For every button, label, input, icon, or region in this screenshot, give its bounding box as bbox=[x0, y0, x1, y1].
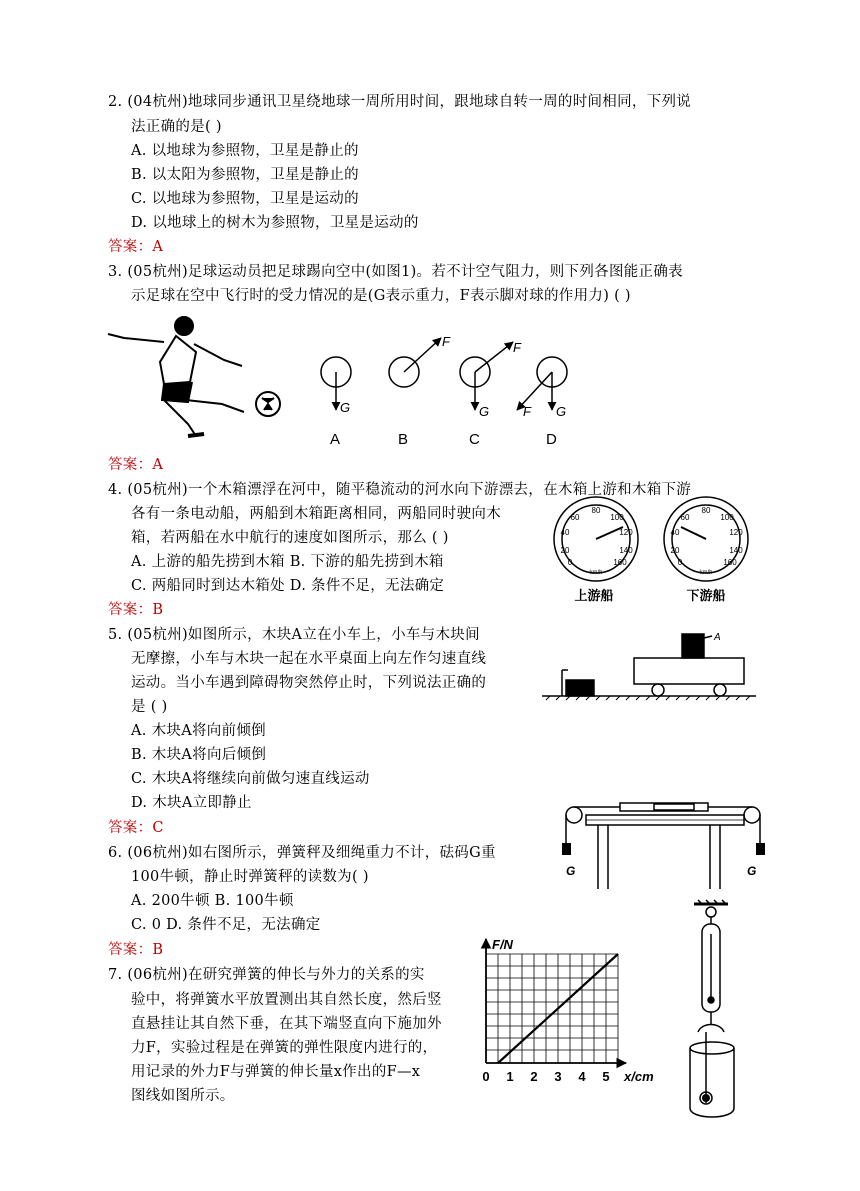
q7-stem-line4: 力F，实验过程是在弹簧的弹性限度内进行的， bbox=[131, 1040, 438, 1056]
option-label-c: C bbox=[469, 431, 480, 448]
q2-option-b: B. 以太阳为参照物，卫星是静止的 bbox=[131, 167, 359, 183]
q4-stem-line2: 各有一条电动船，两船到木箱距离相同，两船同时驶向木 bbox=[131, 506, 501, 522]
q5-stem-line2: 无摩擦，小车与木块一起在水平桌面上向左作匀速直线 bbox=[131, 651, 487, 667]
q4-stem-line3: 箱，若两船在水中航行的速度如图所示，那么 ( ) bbox=[131, 530, 449, 546]
gauge1-tick-0: 0 bbox=[567, 558, 573, 567]
q5-option-d: D. 木块A立即静止 bbox=[131, 795, 252, 811]
q5-answer: 答案：C bbox=[108, 820, 164, 836]
q4-answer: 答案：B bbox=[108, 602, 164, 618]
gauge1-tick-140: 140 bbox=[619, 546, 633, 555]
gauge1-tick-100: 100 bbox=[610, 513, 624, 522]
graph-x-tick-4: 4 bbox=[578, 1069, 586, 1084]
label-g-d: G bbox=[556, 404, 567, 419]
graph-x-tick-1: 1 bbox=[506, 1069, 514, 1084]
label-f-b: F bbox=[442, 334, 450, 349]
q6-options-ab: A. 200牛顿 B. 100牛顿 bbox=[131, 893, 294, 909]
q3-stem-line1: 3. (05杭州)足球运动员把足球踢向空中(如图1)。若不计空气阻力，则下列各图能正确表 bbox=[108, 264, 683, 280]
q4-stem-line1: 4. (05杭州)一个木箱漂浮在河中，随平稳流动的河水向下游漂去，在木箱上游和木箱下游 bbox=[108, 482, 692, 498]
option-label-b: B bbox=[398, 431, 409, 448]
force-diagrams bbox=[315, 330, 595, 450]
gauge1-tick-20: 20 bbox=[560, 546, 570, 555]
gauge2-tick-60: 60 bbox=[680, 513, 690, 522]
gauge2-tick-100: 100 bbox=[720, 513, 734, 522]
q2-option-a: A. 以地球为参照物，卫星是静止的 bbox=[131, 143, 359, 159]
hanging-spring-scale-figure bbox=[676, 898, 756, 1118]
q5-stem-line1: 5. (05杭州)如图所示，木块A立在小车上，小车与木块间 bbox=[108, 627, 480, 643]
label-g-c: G bbox=[479, 404, 490, 419]
gauge-upstream-label: 上游船 bbox=[574, 588, 614, 603]
label-g-a: G bbox=[340, 400, 351, 415]
cart-figure bbox=[542, 630, 757, 702]
q7-stem-line2: 验中，将弹簧水平放置测出其自然长度，然后竖 bbox=[131, 992, 442, 1008]
gauge2-tick-0: 0 bbox=[677, 558, 683, 567]
graph-y-axis-label: F/N bbox=[492, 937, 513, 952]
q5-option-a: A. 木块A将向前倾倒 bbox=[131, 723, 266, 739]
speedometer-figures bbox=[551, 496, 761, 606]
q6-answer: 答案：B bbox=[108, 942, 164, 958]
gauge2-tick-120: 120 bbox=[729, 528, 743, 537]
gauge1-tick-40: 40 bbox=[560, 528, 570, 537]
q3-answer: 答案：A bbox=[108, 457, 164, 473]
graph-x-tick-0: 0 bbox=[482, 1069, 490, 1084]
weight-label-right: G bbox=[747, 864, 757, 878]
q7-stem-line5: 用记录的外力F与弹簧的伸长量x作出的F—x bbox=[131, 1064, 421, 1080]
q6-options-cd: C. 0 D. 条件不足，无法确定 bbox=[131, 917, 321, 933]
graph-x-tick-2: 2 bbox=[530, 1069, 538, 1084]
q5-stem-line4: 是 ( ) bbox=[131, 699, 168, 715]
gauge2-unit: km/h bbox=[699, 570, 713, 576]
q2-stem-line2: 法正确的是( ) bbox=[131, 119, 222, 135]
q2-option-c: C. 以地球为参照物，卫星是运动的 bbox=[131, 191, 359, 207]
spring-balance-table-figure bbox=[562, 803, 767, 898]
q4-options-cd: C. 两船同时到达木箱处 D. 条件不足，无法确定 bbox=[131, 578, 445, 594]
force-extension-graph bbox=[476, 935, 676, 1120]
option-label-a: A bbox=[330, 431, 341, 448]
q2-option-d: D. 以地球上的树木为参照物，卫星是运动的 bbox=[131, 215, 419, 231]
q3-stem-line2: 示足球在空中飞行时的受力情况的是(G表示重力，F表示脚对球的作用力) ( ) bbox=[131, 288, 631, 304]
weight-label-left: G bbox=[566, 864, 576, 878]
q5-option-c: C. 木块A将继续向前做匀速直线运动 bbox=[131, 771, 370, 787]
gauge1-unit: km/h bbox=[589, 570, 603, 576]
q7-stem-line6: 图线如图所示。 bbox=[131, 1088, 235, 1104]
label-f-c: F bbox=[513, 340, 521, 355]
q5-stem-line3: 运动。当小车遇到障碍物突然停止时，下列说法正确的 bbox=[131, 675, 487, 691]
graph-x-tick-5: 5 bbox=[602, 1069, 610, 1084]
q4-options-ab: A. 上游的船先捞到木箱 B. 下游的船先捞到木箱 bbox=[131, 554, 444, 570]
gauge2-tick-40: 40 bbox=[670, 528, 680, 537]
gauge2-tick-160: 160 bbox=[723, 558, 737, 567]
graph-x-axis-label: x/cm bbox=[624, 1069, 654, 1084]
graph-x-tick-3: 3 bbox=[554, 1069, 562, 1084]
q2-answer: 答案：A bbox=[108, 239, 164, 255]
q5-option-b: B. 木块A将向后倾倒 bbox=[131, 747, 267, 763]
gauge1-tick-160: 160 bbox=[613, 558, 627, 567]
q6-stem-line2: 100牛顿，静止时弹簧秤的读数为( ) bbox=[131, 869, 369, 885]
gauge2-tick-140: 140 bbox=[729, 546, 743, 555]
gauge1-tick-60: 60 bbox=[570, 513, 580, 522]
q7-stem-line3: 直悬挂让其自然下垂，在其下端竖直向下施加外 bbox=[131, 1016, 442, 1032]
gauge1-tick-120: 120 bbox=[619, 528, 633, 537]
q2-stem-line1: 2. (04杭州)地球同步通讯卫星绕地球一周所用时间，跟地球自转一周的时间相同，下列说 bbox=[108, 94, 692, 110]
football-player-figure bbox=[104, 312, 304, 442]
gauge1-tick-80: 80 bbox=[591, 506, 601, 515]
q7-stem-line1: 7. (06杭州)在研究弹簧的伸长与外力的关系的实 bbox=[108, 967, 425, 983]
option-label-d: D bbox=[546, 431, 557, 448]
gauge2-tick-80: 80 bbox=[701, 506, 711, 515]
gauge-downstream-label: 下游船 bbox=[686, 588, 726, 603]
block-label-a: A bbox=[714, 632, 721, 643]
gauge2-tick-20: 20 bbox=[670, 546, 680, 555]
q6-stem-line1: 6. (06杭州)如右图所示，弹簧秤及细绳重力不计，砝码G重 bbox=[108, 845, 496, 861]
label-f-d: F bbox=[523, 404, 531, 419]
